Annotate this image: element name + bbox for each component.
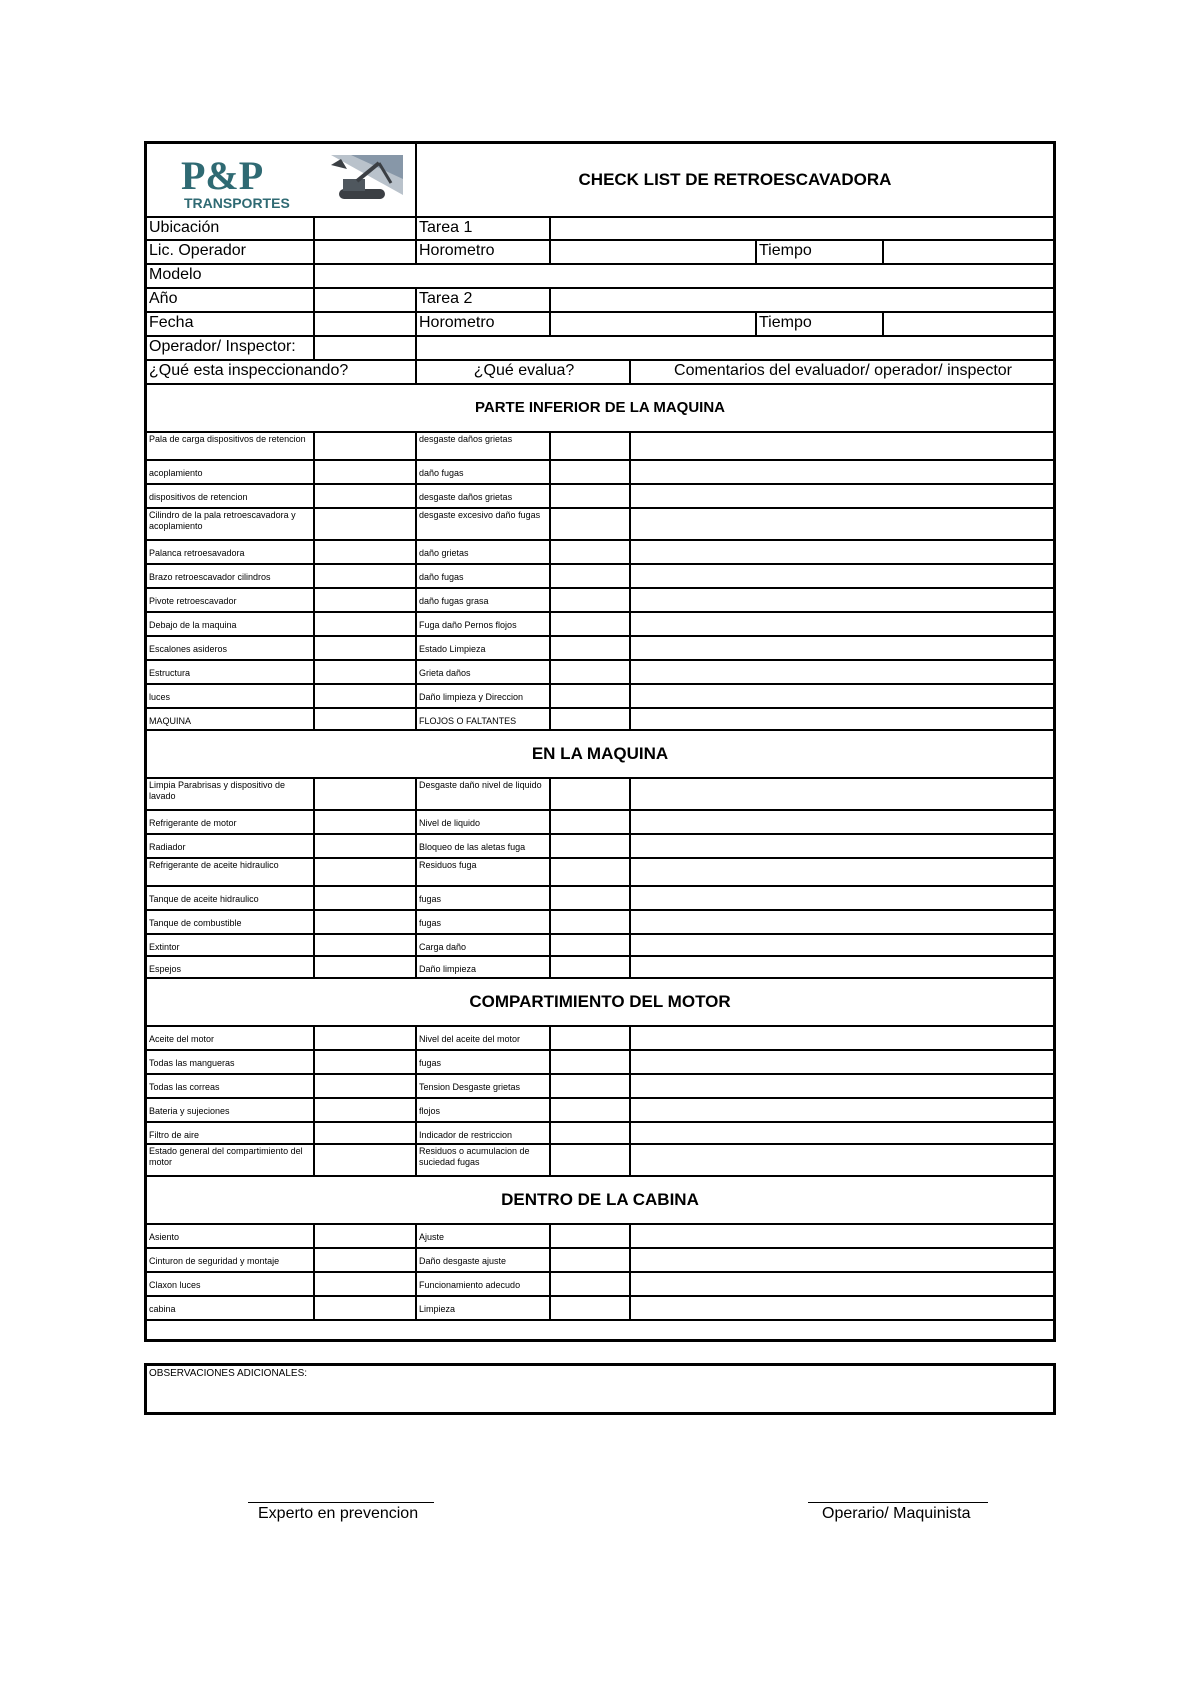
signature-label-right: Operario/ Maquinista — [822, 1505, 971, 1522]
checklist-evaluation: desgaste excesivo daño fugas — [415, 509, 549, 539]
label-lic-operador: Lic. Operador — [149, 242, 246, 259]
checklist-check-cell[interactable] — [313, 637, 415, 659]
checklist-check-cell[interactable] — [313, 1297, 415, 1319]
checklist-row — [147, 685, 1053, 709]
checklist-comment-cell[interactable] — [629, 911, 1053, 933]
checklist-check-cell[interactable] — [313, 541, 415, 563]
checklist-check-cell[interactable] — [313, 613, 415, 635]
checklist-status-cell[interactable] — [549, 661, 629, 683]
checklist-evaluation: daño fugas — [415, 461, 549, 483]
checklist-item: MAQUINA — [149, 716, 192, 726]
checklist-row — [147, 509, 1053, 541]
checklist-item: Todas las correas — [149, 1082, 220, 1092]
checklist-row — [147, 859, 1053, 887]
label-horometro-2: Horometro — [415, 313, 549, 335]
checklist-item: Filtro de aire — [149, 1130, 200, 1140]
label-tiempo-2: Tiempo — [755, 313, 882, 335]
checklist-item: Palanca retroesavadora — [149, 548, 245, 558]
checklist-item: Limpia Parabrisas y dispositivo de lavado — [149, 780, 286, 801]
checklist-evaluation: Daño limpieza y Direccion — [415, 685, 549, 707]
checklist-status-cell[interactable] — [549, 685, 629, 707]
checklist-evaluation: Grieta daños — [415, 661, 549, 683]
checklist-check-cell[interactable] — [313, 461, 415, 483]
checklist-evaluation: Limpieza — [415, 1297, 549, 1319]
checklist-check-cell[interactable] — [313, 509, 415, 539]
field-lic-operador[interactable] — [313, 241, 415, 263]
checklist-status-cell[interactable] — [549, 461, 629, 483]
checklist-comment-cell[interactable] — [629, 461, 1053, 483]
checklist-row — [147, 779, 1053, 811]
checklist-status-cell[interactable] — [549, 911, 629, 933]
field-horometro-2[interactable] — [549, 313, 755, 335]
checklist-comment-cell[interactable] — [629, 541, 1053, 563]
checklist-status-cell[interactable] — [549, 859, 629, 885]
field-tiempo-1[interactable] — [882, 241, 1053, 263]
checklist-item: Tanque de aceite hidraulico — [149, 894, 259, 904]
checklist-status-cell[interactable] — [549, 779, 629, 809]
field-tarea2[interactable] — [549, 289, 1053, 311]
checklist-check-cell[interactable] — [313, 485, 415, 507]
checklist-row — [147, 811, 1053, 835]
header-row — [147, 144, 1053, 218]
observaciones-label: OBSERVACIONES ADICIONALES: — [149, 1368, 308, 1379]
checklist-status-cell[interactable] — [549, 1249, 629, 1271]
checklist-evaluation: Daño limpieza — [415, 957, 549, 977]
field-modelo[interactable] — [313, 265, 1053, 287]
checklist-comment-cell[interactable] — [629, 1225, 1053, 1247]
checklist-item: Radiador — [149, 842, 186, 852]
checklist-check-cell[interactable] — [313, 1273, 415, 1295]
checklist-row — [147, 637, 1053, 661]
checklist-row — [147, 887, 1053, 911]
checklist-comment-cell[interactable] — [629, 589, 1053, 611]
checklist-item: acoplamiento — [149, 468, 203, 478]
checklist-row — [147, 1225, 1053, 1249]
svg-text:TRANSPORTES: TRANSPORTES — [184, 195, 290, 211]
checklist-evaluation: Daño desgaste ajuste — [415, 1249, 549, 1271]
checklist-check-cell[interactable] — [313, 1075, 415, 1097]
checklist-check-cell[interactable] — [313, 565, 415, 587]
info-row-fecha — [147, 313, 1053, 337]
label-operador-inspector: Operador/ Inspector: — [149, 338, 296, 355]
label-ubicacion: Ubicación — [149, 219, 220, 236]
field-anio[interactable] — [313, 289, 415, 311]
checklist-item: Cinturon de seguridad y montaje — [149, 1256, 280, 1266]
checklist-evaluation: fugas — [415, 911, 549, 933]
checklist-evaluation: daño fugas — [415, 565, 549, 587]
field-fecha[interactable] — [313, 313, 415, 335]
checklist-comment-cell[interactable] — [629, 779, 1053, 809]
checklist-item: Refrigerante de motor — [149, 818, 237, 828]
checklist-row — [147, 1123, 1053, 1145]
svg-text:P&P: P&P — [181, 153, 264, 198]
checklist-row — [147, 1051, 1053, 1075]
section-header — [147, 979, 1053, 1027]
checklist-status-cell[interactable] — [549, 1297, 629, 1319]
checklist-check-cell[interactable] — [313, 1123, 415, 1143]
checklist-comment-cell[interactable] — [629, 1273, 1053, 1295]
checklist-check-cell[interactable] — [313, 811, 415, 833]
checklist-comment-cell[interactable] — [629, 709, 1053, 729]
checklist-item: Todas las mangueras — [149, 1058, 235, 1068]
label-modelo: Modelo — [149, 266, 202, 283]
checklist-comment-cell[interactable] — [629, 1249, 1053, 1271]
checklist-comment-cell[interactable] — [629, 637, 1053, 659]
checklist-item: Estructura — [149, 668, 191, 678]
field-tiempo-2[interactable] — [882, 313, 1053, 335]
checklist-sheet — [144, 141, 1056, 1342]
checklist-evaluation: daño grietas — [415, 541, 549, 563]
checklist-status-cell[interactable] — [549, 887, 629, 909]
section-title: DENTRO DE LA CABINA — [501, 1190, 699, 1209]
field-operador-inspector[interactable] — [313, 337, 415, 359]
checklist-evaluation: daño fugas grasa — [415, 589, 549, 611]
document-title: CHECK LIST DE RETROESCAVADORA — [415, 144, 1053, 216]
observaciones-box[interactable] — [144, 1363, 1056, 1415]
checklist-status-cell[interactable] — [549, 541, 629, 563]
section-title: COMPARTIMIENTO DEL MOTOR — [469, 992, 731, 1011]
info-row-ubicacion — [147, 218, 1053, 241]
checklist-row — [147, 1297, 1053, 1321]
checklist-item: Espejos — [149, 964, 182, 974]
checklist-comment-cell[interactable] — [629, 1027, 1053, 1049]
checklist-item: Pivote retroescavador — [149, 596, 237, 606]
checklist-comment-cell[interactable] — [629, 935, 1053, 955]
checklist-evaluation: Residuos o acumulacion de suciedad fugas — [415, 1145, 549, 1175]
checklist-status-cell[interactable] — [549, 935, 629, 955]
info-row-inspector — [147, 337, 1053, 361]
info-row-anio — [147, 289, 1053, 313]
checklist-comment-cell[interactable] — [629, 1145, 1053, 1175]
checklist-comment-cell[interactable] — [629, 835, 1053, 857]
checklist-status-cell[interactable] — [549, 1273, 629, 1295]
checklist-check-cell[interactable] — [313, 433, 415, 459]
checklist-status-cell[interactable] — [549, 1145, 629, 1175]
checklist-comment-cell[interactable] — [629, 613, 1053, 635]
field-tarea1[interactable] — [549, 218, 1053, 239]
checklist-item: Aceite del motor — [149, 1034, 215, 1044]
column-header-row — [147, 361, 1053, 385]
checklist-item: Asiento — [149, 1232, 180, 1242]
checklist-item: Pala de carga dispositivos de retencion — [149, 434, 306, 444]
checklist-row — [147, 911, 1053, 935]
signature-line-right — [808, 1502, 988, 1503]
checklist-row — [147, 613, 1053, 637]
checklist-comment-cell[interactable] — [629, 485, 1053, 507]
checklist-comment-cell[interactable] — [629, 565, 1053, 587]
section-header — [147, 385, 1053, 433]
checklist-row — [147, 709, 1053, 731]
col-header-inspecciona: ¿Qué esta inspeccionando? — [149, 362, 349, 379]
checklist-row — [147, 1145, 1053, 1177]
checklist-check-cell[interactable] — [313, 1051, 415, 1073]
checklist-evaluation: Fuga daño Pernos flojos — [415, 613, 549, 635]
checklist-evaluation: Ajuste — [415, 1225, 549, 1247]
checklist-row — [147, 461, 1053, 485]
checklist-item: dispositivos de retencion — [149, 492, 248, 502]
checklist-check-cell[interactable] — [313, 1145, 415, 1175]
checklist-item: Extintor — [149, 942, 180, 952]
checklist-status-cell[interactable] — [549, 811, 629, 833]
checklist-status-cell[interactable] — [549, 1075, 629, 1097]
checklist-row — [147, 1027, 1053, 1051]
col-header-comentarios: Comentarios del evaluador/ operador/ inspector — [629, 361, 1053, 383]
checklist-check-cell[interactable] — [313, 589, 415, 611]
checklist-evaluation: desgaste daños grietas — [415, 433, 549, 459]
checklist-item: Cilindro de la pala retroescavadora y acoplamiento — [149, 510, 296, 531]
section-header — [147, 1177, 1053, 1225]
checklist-comment-cell[interactable] — [629, 1075, 1053, 1097]
checklist-evaluation: Estado Limpieza — [415, 637, 549, 659]
checklist-check-cell[interactable] — [313, 957, 415, 977]
checklist-status-cell[interactable] — [549, 509, 629, 539]
checklist-comment-cell[interactable] — [629, 887, 1053, 909]
checklist-status-cell[interactable] — [549, 1099, 629, 1121]
checklist-status-cell[interactable] — [549, 1051, 629, 1073]
checklist-row — [147, 541, 1053, 565]
checklist-item: Tanque de combustible — [149, 918, 242, 928]
checklist-status-cell[interactable] — [549, 1225, 629, 1247]
field-ubicacion[interactable] — [313, 218, 415, 239]
checklist-comment-cell[interactable] — [629, 1051, 1053, 1073]
checklist-status-cell[interactable] — [549, 835, 629, 857]
checklist-row — [147, 1075, 1053, 1099]
checklist-item: luces — [149, 692, 171, 702]
checklist-evaluation: Funcionamiento adecudo — [415, 1273, 549, 1295]
checklist-check-cell[interactable] — [313, 1225, 415, 1247]
info-row-modelo — [147, 265, 1053, 289]
section-header — [147, 731, 1053, 779]
checklist-evaluation: desgaste daños grietas — [415, 485, 549, 507]
checklist-status-cell[interactable] — [549, 485, 629, 507]
label-tarea2: Tarea 2 — [415, 289, 549, 311]
checklist-item: Claxon luces — [149, 1280, 201, 1290]
checklist-row — [147, 433, 1053, 461]
checklist-item: Bateria y sujeciones — [149, 1106, 230, 1116]
label-horometro-1: Horometro — [415, 241, 549, 263]
checklist-status-cell[interactable] — [549, 613, 629, 635]
checklist-evaluation: Tension Desgaste grietas — [415, 1075, 549, 1097]
checklist-comment-cell[interactable] — [629, 1123, 1053, 1143]
info-row-operador — [147, 241, 1053, 265]
checklist-item: Refrigerante de aceite hidraulico — [149, 860, 279, 870]
checklist-status-cell[interactable] — [549, 637, 629, 659]
checklist-evaluation: FLOJOS O FALTANTES — [415, 709, 549, 729]
label-fecha: Fecha — [149, 314, 194, 331]
signature-line-left — [248, 1502, 434, 1503]
section-title: EN LA MAQUINA — [531, 744, 669, 763]
checklist-comment-cell[interactable] — [629, 685, 1053, 707]
checklist-check-cell[interactable] — [313, 887, 415, 909]
checklist-check-cell[interactable] — [313, 779, 415, 809]
field-operador-inspector-extra[interactable] — [415, 337, 1053, 359]
checklist-row — [147, 485, 1053, 509]
checklist-check-cell[interactable] — [313, 709, 415, 729]
checklist-row — [147, 661, 1053, 685]
checklist-comment-cell[interactable] — [629, 811, 1053, 833]
checklist-evaluation: Nivel de liquido — [415, 811, 549, 833]
checklist-status-cell[interactable] — [549, 589, 629, 611]
checklist-evaluation: Bloqueo de las aletas fuga — [415, 835, 549, 857]
checklist-evaluation: fugas — [415, 887, 549, 909]
company-logo — [181, 153, 403, 211]
checklist-evaluation: Nivel del aceite del motor — [415, 1027, 549, 1049]
checklist-status-cell[interactable] — [549, 1123, 629, 1143]
checklist-check-cell[interactable] — [313, 911, 415, 933]
checklist-status-cell[interactable] — [549, 709, 629, 729]
label-tarea1: Tarea 1 — [415, 218, 549, 239]
checklist-row — [147, 1249, 1053, 1273]
field-horometro-1[interactable] — [549, 241, 755, 263]
checklist-comment-cell[interactable] — [629, 433, 1053, 459]
checklist-item: cabina — [149, 1304, 176, 1314]
checklist-item: Estado general del compartimiento del motor — [149, 1146, 303, 1167]
checklist-item: Brazo retroescavador cilindros — [149, 572, 271, 582]
label-tiempo-1: Tiempo — [755, 241, 882, 263]
signature-label-left: Experto en prevencion — [258, 1505, 419, 1522]
checklist-check-cell[interactable] — [313, 1027, 415, 1049]
checklist-status-cell[interactable] — [549, 957, 629, 977]
logo-cell — [147, 144, 415, 216]
checklist-evaluation: Desgaste daño nivel de liquido — [415, 779, 549, 809]
checklist-status-cell[interactable] — [549, 1027, 629, 1049]
checklist-evaluation: Residuos fuga — [415, 859, 549, 885]
checklist-row — [147, 935, 1053, 957]
checklist-check-cell[interactable] — [313, 1099, 415, 1121]
checklist-item: Debajo de la maquina — [149, 620, 237, 630]
checklist-row — [147, 835, 1053, 859]
checklist-check-cell[interactable] — [313, 859, 415, 885]
checklist-check-cell[interactable] — [313, 685, 415, 707]
checklist-evaluation: fugas — [415, 1051, 549, 1073]
checklist-item: Escalones asideros — [149, 644, 228, 654]
checklist-comment-cell[interactable] — [629, 859, 1053, 885]
checklist-status-cell[interactable] — [549, 565, 629, 587]
checklist-row — [147, 1273, 1053, 1297]
checklist-check-cell[interactable] — [313, 935, 415, 955]
checklist-comment-cell[interactable] — [629, 509, 1053, 539]
checklist-check-cell[interactable] — [313, 835, 415, 857]
checklist-evaluation: flojos — [415, 1099, 549, 1121]
checklist-check-cell[interactable] — [313, 1249, 415, 1271]
checklist-evaluation: Carga daño — [415, 935, 549, 955]
checklist-row — [147, 589, 1053, 613]
checklist-evaluation: Indicador de restriccion — [415, 1123, 549, 1143]
checklist-row — [147, 1099, 1053, 1123]
checklist-row — [147, 565, 1053, 589]
checklist-comment-cell[interactable] — [629, 957, 1053, 977]
checklist-comment-cell[interactable] — [629, 1099, 1053, 1121]
label-anio: Año — [149, 290, 178, 307]
checklist-check-cell[interactable] — [313, 661, 415, 683]
col-header-evalua: ¿Qué evalua? — [415, 361, 629, 383]
checklist-row — [147, 957, 1053, 979]
checklist-status-cell[interactable] — [549, 433, 629, 459]
checklist-comment-cell[interactable] — [629, 1297, 1053, 1319]
checklist-comment-cell[interactable] — [629, 661, 1053, 683]
section-title: PARTE INFERIOR DE LA MAQUINA — [475, 399, 725, 416]
